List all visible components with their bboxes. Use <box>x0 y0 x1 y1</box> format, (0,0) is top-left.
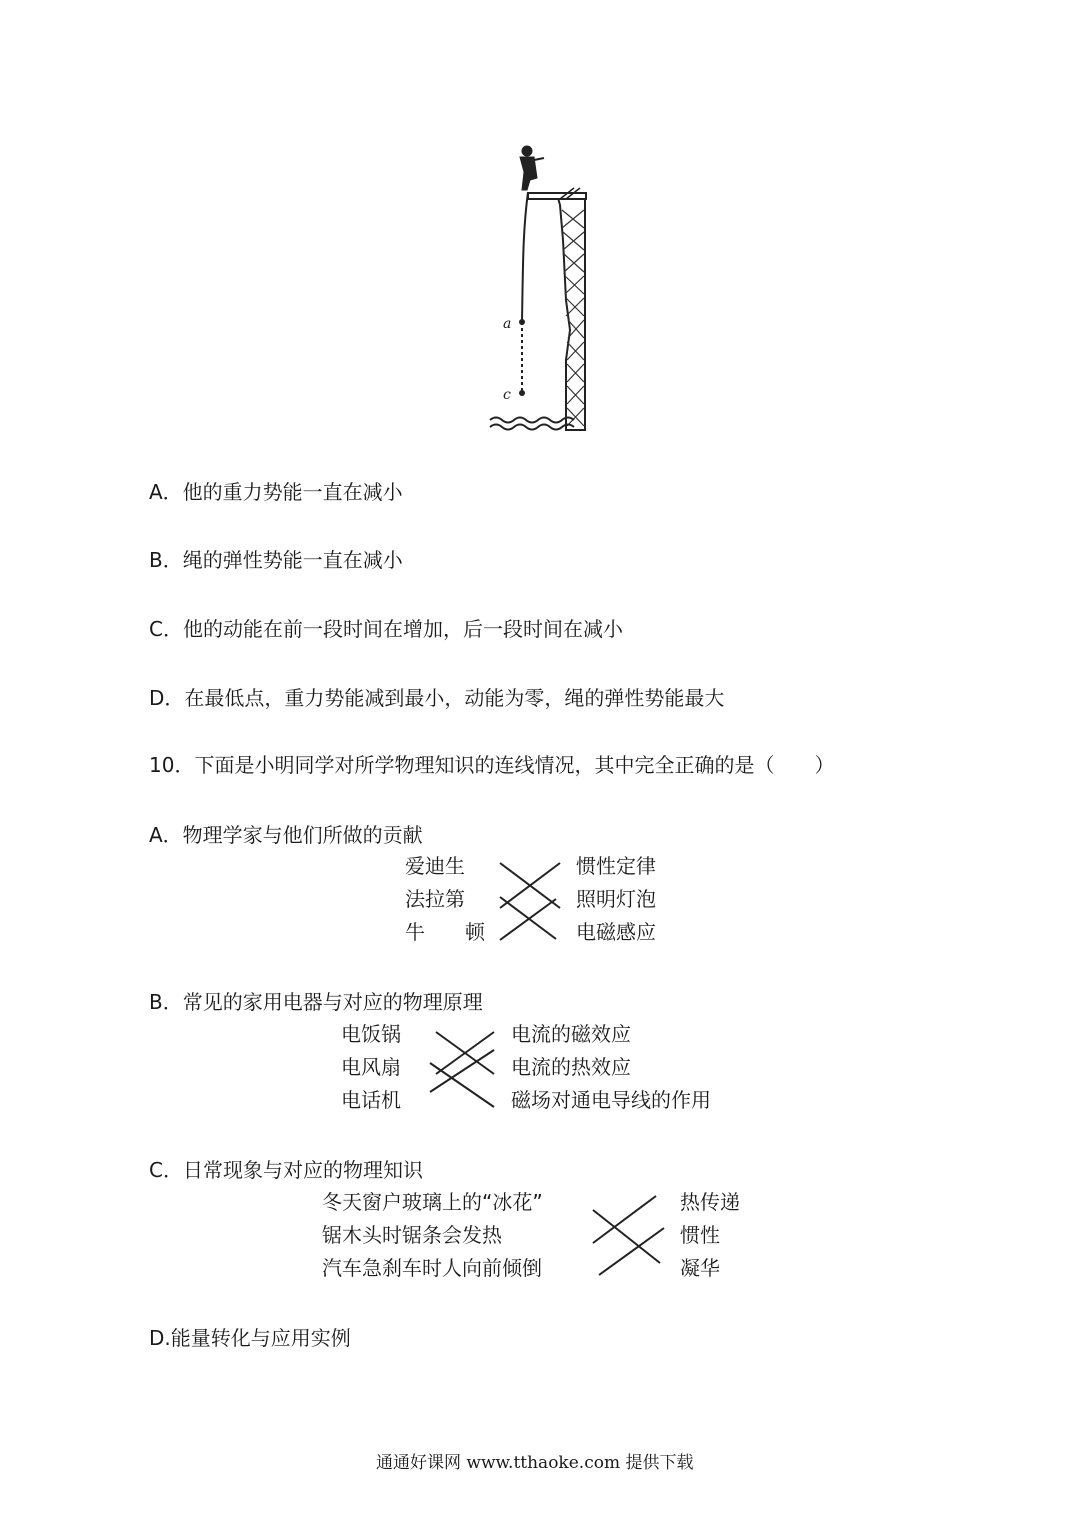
page-footer: 通通好课网 www.tthaoke.com 提供下载 <box>376 1453 694 1473</box>
a-left-3: 牛 顿 <box>405 920 485 944</box>
q9-option-d: D．在最低点，重力势能减到最小，动能为零，绳的弹性势能最大 <box>149 686 725 710</box>
point-c-label: c <box>503 387 511 403</box>
q9-option-b: B．绳的弹性势能一直在减小 <box>149 548 403 572</box>
b-left-3: 电话机 <box>341 1088 401 1112</box>
c-right-3: 凝华 <box>680 1256 720 1280</box>
b-left-2: 电风扇 <box>341 1055 401 1079</box>
q9-option-a: A．他的重力势能一直在减小 <box>149 480 403 504</box>
q10-option-d-title: D.能量转化与应用实例 <box>149 1326 351 1350</box>
q10-stem: 10．下面是小明同学对所学物理知识的连线情况，其中完全正确的是（ ） <box>149 753 835 777</box>
a-right-3: 电磁感应 <box>576 920 656 944</box>
a-right-1: 惯性定律 <box>576 854 656 878</box>
a-left-1: 爱迪生 <box>405 854 465 878</box>
b-left-1: 电饭锅 <box>341 1022 401 1046</box>
c-left-1: 冬天窗户玻璃上的“冰花” <box>322 1190 543 1214</box>
c-left-2: 锯木头时锯条会发热 <box>322 1223 502 1247</box>
q10-option-b-title: B．常见的家用电器与对应的物理原理 <box>149 990 483 1014</box>
b-right-2: 电流的热效应 <box>511 1055 631 1079</box>
b-right-1: 电流的磁效应 <box>511 1022 631 1046</box>
c-right-2: 惯性 <box>680 1223 720 1247</box>
c-left-3: 汽车急刹车时人向前倾倒 <box>322 1256 542 1280</box>
a-left-2: 法拉第 <box>405 887 465 911</box>
q10-option-a-title: A．物理学家与他们所做的贡献 <box>149 823 423 847</box>
q9-option-c: C．他的动能在前一段时间在增加，后一段时间在减小 <box>149 617 623 641</box>
q10-option-c-title: C．日常现象与对应的物理知识 <box>149 1158 423 1182</box>
b-right-3: 磁场对通电导线的作用 <box>511 1088 711 1112</box>
c-right-1: 热传递 <box>680 1190 740 1214</box>
a-right-2: 照明灯泡 <box>576 887 656 911</box>
point-a-label: a <box>503 316 512 332</box>
